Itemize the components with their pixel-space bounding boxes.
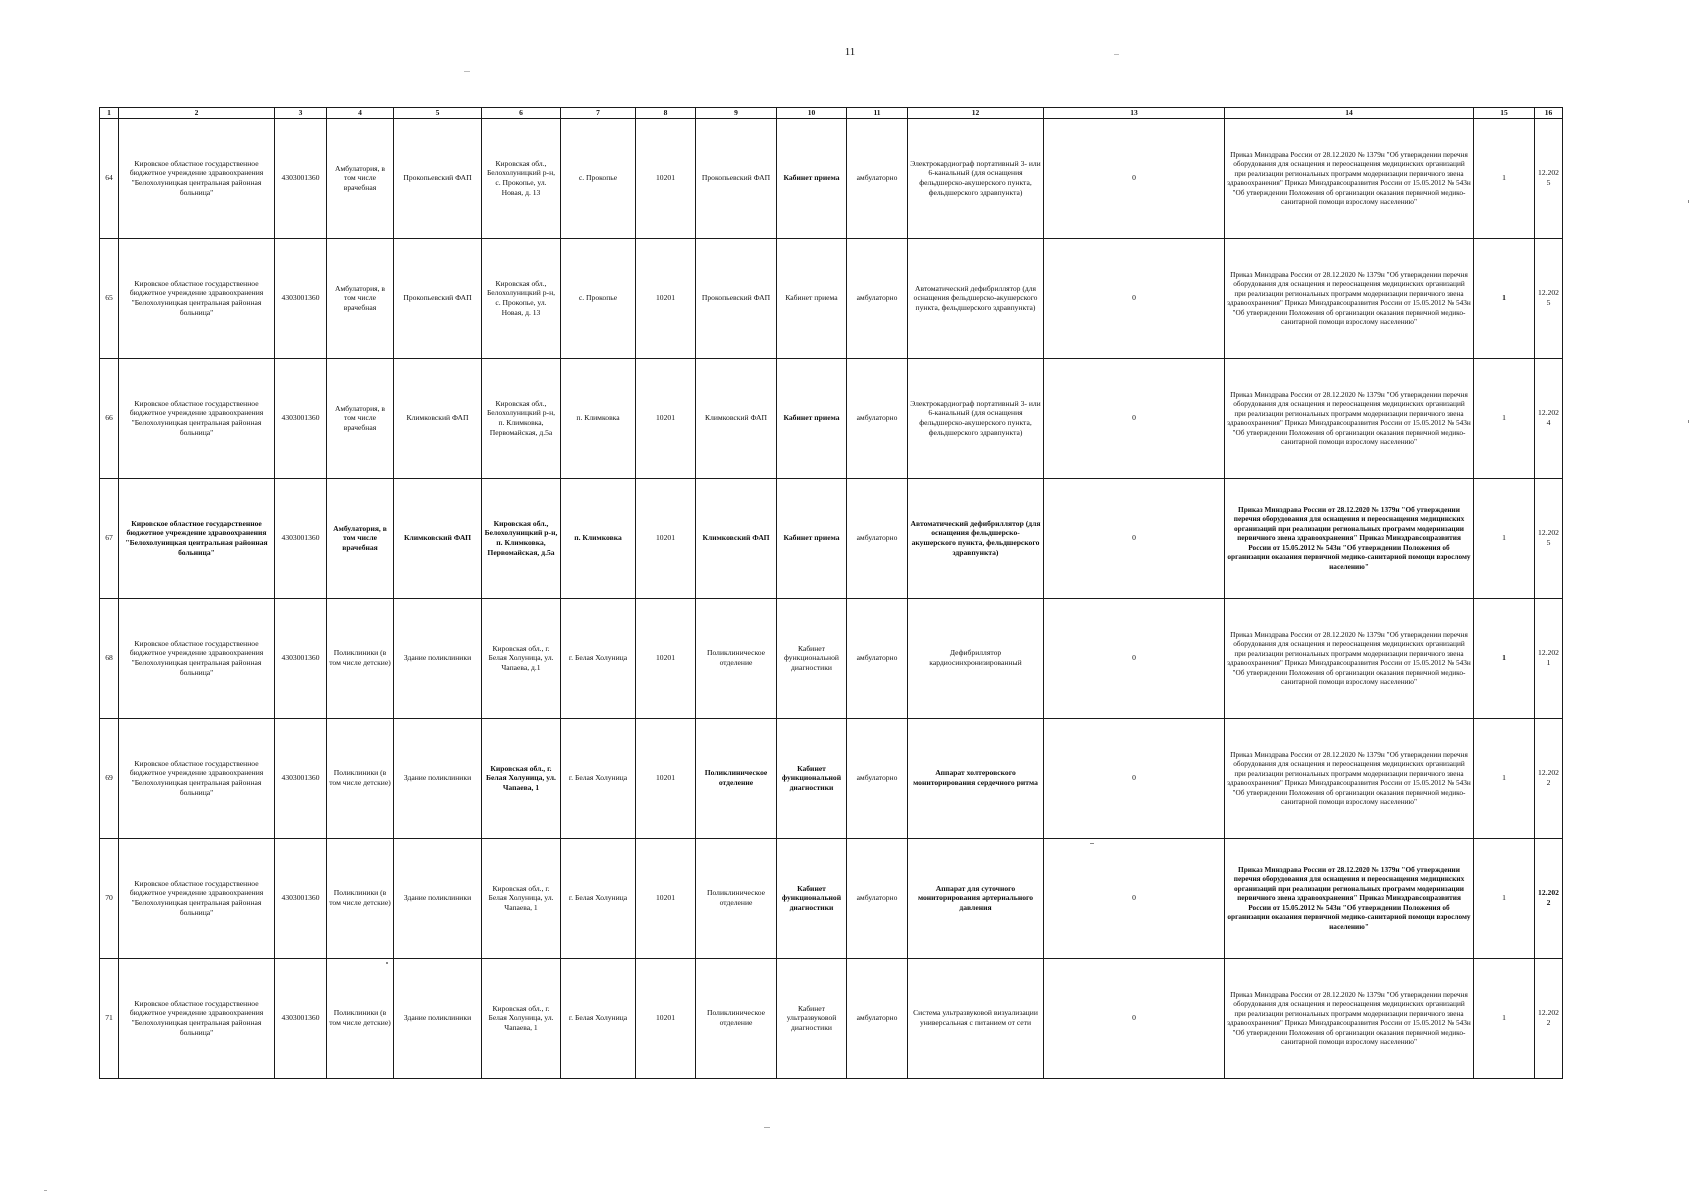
column-number: 5 [394,108,482,119]
cell-equipment: Автоматический дефибриллятор (для оснащения фельдшерско-акушерского пункта, фельдшерского здравпункта) [908,478,1044,598]
column-number: 7 [561,108,636,119]
column-number: 3 [275,108,327,119]
table-row [100,358,1563,478]
cell-address: Кировская обл., Белохолуницкий р-н, п. Климковка, Первомайская, д.5а [482,358,561,478]
cell-locality: п. Климковка [561,478,636,598]
cell-inn: 4303001360 [275,838,327,958]
cell-room: Кабинет приема [777,358,847,478]
cell-facility-type: Амбулатория, в том числе врачебная [327,238,394,358]
cell-code: 10201 [636,958,696,1078]
cell-equipment: Аппарат холтеровского мониторирования сердечного ритма [908,718,1044,838]
cell-subunit: Климковский ФАП [696,478,777,598]
cell-care-type: амбулаторно [847,958,908,1078]
cell-inn: 4303001360 [275,958,327,1078]
scan-speck [44,1190,47,1191]
cell-date: 12.2024 [1535,358,1563,478]
cell-address: Кировская обл., Белохолуницкий р-н, с. Прокопье, ул. Новая, д. 13 [482,238,561,358]
cell-row-number: 68 [100,598,119,718]
cell-equipment: Дефибриллятор кардиосинхронизированный [908,598,1044,718]
cell-address: Кировская обл., Белохолуницкий р-н, с. Прокопье, ул. Новая, д. 13 [482,118,561,238]
cell-inn: 4303001360 [275,718,327,838]
cell-code: 10201 [636,118,696,238]
cell-locality: г. Белая Холуница [561,718,636,838]
cell-quantity: 1 [1474,478,1535,598]
cell-facility-type: Амбулатория, в том числе врачебная [327,118,394,238]
column-number: 12 [908,108,1044,119]
cell-equipment: Система ультразвуковой визуализации универсальная с питанием от сети [908,958,1044,1078]
cell-unit: Здание поликлиники [394,838,482,958]
cell-subunit: Поликлиническое отделение [696,718,777,838]
cell-date: 12.2022 [1535,958,1563,1078]
cell-code: 10201 [636,598,696,718]
cell-locality: с. Прокопье [561,238,636,358]
cell-legal-basis: Приказ Минздрава России от 28.12.2020 № 1379н "Об утверждении перечня оборудования для оснащения и переоснащения медицинских организаций при реализации региональных программ модернизации первичного звена здравоохранения" Приказ Минздравсоцразвития России от 15.05.2012 № 543н "Об утверждении Положения об организации оказания первичной медико-санитарной помощи взрослому населению" [1225,718,1474,838]
column-number: 9 [696,108,777,119]
cell-care-type: амбулаторно [847,838,908,958]
table-row [100,718,1563,838]
cell-legal-basis: Приказ Минздрава России от 28.12.2020 № 1379н "Об утверждении перечня оборудования для оснащения и переоснащения медицинских организаций при реализации региональных программ модернизации первичного звена здравоохранения" Приказ Минздравсоцразвития России от 15.05.2012 № 543н "Об утверждении Положения об организации оказания первичной медико-санитарной помощи взрослому населению" [1225,118,1474,238]
cell-inn: 4303001360 [275,598,327,718]
cell-column-13: 0 [1044,118,1225,238]
cell-address: Кировская обл., г. Белая Холуница, ул. Чапаева, 1 [482,838,561,958]
cell-legal-basis: Приказ Минздрава России от 28.12.2020 № 1379н "Об утверждении перечня оборудования для оснащения и переоснащения медицинских организаций при реализации региональных программ модернизации первичного звена здравоохранения" Приказ Минздравсоцразвития России от 15.05.2012 № 543н "Об утверждении Положения об организации оказания первичной медико-санитарной помощи взрослому населению" [1225,358,1474,478]
cell-room: Кабинет ультразвуковой диагностики [777,958,847,1078]
column-number: 15 [1474,108,1535,119]
cell-room: Кабинет функциональной диагностики [777,718,847,838]
column-number: 6 [482,108,561,119]
table-row [100,958,1563,1078]
cell-column-13: 0 [1044,358,1225,478]
cell-address: Кировская обл., г. Белая Холуница, ул. Чапаева, 1 [482,718,561,838]
column-number: 11 [847,108,908,119]
cell-care-type: амбулаторно [847,358,908,478]
table-row [100,478,1563,598]
cell-equipment: Электрокардиограф портативный 3- или 6-канальный (для оснащения фельдшерско-акушерского пункта, фельдшерского здравпункта) [908,358,1044,478]
cell-care-type: амбулаторно [847,478,908,598]
column-number: 1 [100,108,119,119]
cell-row-number: 66 [100,358,119,478]
cell-locality: г. Белая Холуница [561,838,636,958]
cell-organization: Кировское областное государственное бюджетное учреждение здравоохранения "Белохолуницкая центральная районная больница" [119,598,275,718]
cell-row-number: 71 [100,958,119,1078]
table-row [100,118,1563,238]
column-number: 16 [1535,108,1563,119]
scan-speck [386,962,388,964]
cell-care-type: амбулаторно [847,598,908,718]
cell-code: 10201 [636,358,696,478]
cell-unit: Здание поликлиники [394,598,482,718]
scan-speck [464,71,470,72]
cell-room: Кабинет функциональной диагностики [777,598,847,718]
cell-organization: Кировское областное государственное бюджетное учреждение здравоохранения "Белохолуницкая центральная районная больница" [119,238,275,358]
cell-unit: Климковский ФАП [394,358,482,478]
cell-unit: Климковский ФАП [394,478,482,598]
cell-subunit: Поликлиническое отделение [696,958,777,1078]
cell-facility-type: Поликлиники (в том числе детские) [327,838,394,958]
cell-legal-basis: Приказ Минздрава России от 28.12.2020 № 1379н "Об утверждении перечня оборудования для оснащения и переоснащения медицинских организаций при реализации региональных программ модернизации первичного звена здравоохранения" Приказ Минздравсоцразвития России от 15.05.2012 № 543н "Об утверждении Положения об организации оказания первичной медико-санитарной помощи взрослому населению" [1225,478,1474,598]
cell-legal-basis: Приказ Минздрава России от 28.12.2020 № 1379н "Об утверждении перечня оборудования для оснащения и переоснащения медицинских организаций при реализации региональных программ модернизации первичного звена здравоохранения" Приказ Минздравсоцразвития России от 15.05.2012 № 543н "Об утверждении Положения об организации оказания первичной медико-санитарной помощи взрослому населению" [1225,598,1474,718]
cell-room: Кабинет приема [777,118,847,238]
cell-code: 10201 [636,838,696,958]
cell-unit: Прокопьевский ФАП [394,118,482,238]
cell-legal-basis: Приказ Минздрава России от 28.12.2020 № 1379н "Об утверждении перечня оборудования для оснащения и переоснащения медицинских организаций при реализации региональных программ модернизации первичного звена здравоохранения" Приказ Минздравсоцразвития России от 15.05.2012 № 543н "Об утверждении Положения об организации оказания первичной медико-санитарной помощи взрослому населению" [1225,958,1474,1078]
cell-room: Кабинет приема [777,478,847,598]
cell-facility-type: Амбулатория, в том числе врачебная [327,478,394,598]
cell-date: 12.2025 [1535,238,1563,358]
cell-facility-type: Амбулатория, в том числе врачебная [327,358,394,478]
cell-care-type: амбулаторно [847,238,908,358]
cell-organization: Кировское областное государственное бюджетное учреждение здравоохранения "Белохолуницкая центральная районная больница" [119,838,275,958]
cell-legal-basis: Приказ Минздрава России от 28.12.2020 № 1379н "Об утверждении перечня оборудования для оснащения и переоснащения медицинских организаций при реализации региональных программ модернизации первичного звена здравоохранения" Приказ Минздравсоцразвития России от 15.05.2012 № 543н "Об утверждении Положения об организации оказания первичной медико-санитарной помощи взрослому населению" [1225,238,1474,358]
cell-inn: 4303001360 [275,238,327,358]
cell-room: Кабинет приема [777,238,847,358]
cell-locality: г. Белая Холуница [561,598,636,718]
table-row [100,598,1563,718]
cell-locality: с. Прокопье [561,118,636,238]
cell-column-13: 0 [1044,958,1225,1078]
column-number: 10 [777,108,847,119]
cell-column-13: 0 [1044,238,1225,358]
page-number: 11 [844,46,856,58]
cell-organization: Кировское областное государственное бюджетное учреждение здравоохранения "Белохолуницкая центральная районная больница" [119,358,275,478]
cell-inn: 4303001360 [275,478,327,598]
cell-unit: Прокопьевский ФАП [394,238,482,358]
cell-equipment: Аппарат для суточного мониторирования артериального давления [908,838,1044,958]
cell-code: 10201 [636,478,696,598]
cell-quantity: 1 [1474,598,1535,718]
column-number: 14 [1225,108,1474,119]
scan-speck [1114,54,1119,55]
column-number: 4 [327,108,394,119]
cell-code: 10201 [636,718,696,838]
scan-speck [1090,843,1094,844]
cell-date: 12.2025 [1535,118,1563,238]
cell-column-13: 0 [1044,838,1225,958]
cell-date: 12.2022 [1535,718,1563,838]
column-number-row [100,108,1563,119]
cell-code: 10201 [636,238,696,358]
cell-inn: 4303001360 [275,358,327,478]
cell-organization: Кировское областное государственное бюджетное учреждение здравоохранения "Белохолуницкая центральная районная больница" [119,718,275,838]
scan-speck [1688,420,1689,423]
cell-room: Кабинет функциональной диагностики [777,838,847,958]
cell-care-type: амбулаторно [847,118,908,238]
cell-row-number: 67 [100,478,119,598]
cell-date: 12.2021 [1535,598,1563,718]
table-row [100,838,1563,958]
column-number: 13 [1044,108,1225,119]
cell-row-number: 69 [100,718,119,838]
cell-organization: Кировское областное государственное бюджетное учреждение здравоохранения "Белохолуницкая центральная районная больница" [119,478,275,598]
cell-unit: Здание поликлиники [394,958,482,1078]
cell-column-13: 0 [1044,718,1225,838]
cell-date: 12.2025 [1535,478,1563,598]
cell-column-13: 0 [1044,478,1225,598]
cell-organization: Кировское областное государственное бюджетное учреждение здравоохранения "Белохолуницкая центральная районная больница" [119,958,275,1078]
cell-equipment: Электрокардиограф портативный 3- или 6-канальный (для оснащения фельдшерско-акушерского пункта, фельдшерского здравпункта) [908,118,1044,238]
equipment-table [99,107,1563,1079]
cell-row-number: 64 [100,118,119,238]
scan-speck [764,1127,770,1128]
cell-quantity: 1 [1474,958,1535,1078]
cell-address: Кировская обл., г. Белая Холуница, ул. Чапаева, д.1 [482,598,561,718]
cell-facility-type: Поликлиники (в том числе детские) [327,958,394,1078]
cell-quantity: 1 [1474,838,1535,958]
column-number: 2 [119,108,275,119]
cell-row-number: 65 [100,238,119,358]
cell-quantity: 1 [1474,718,1535,838]
scan-speck [1688,200,1689,203]
cell-quantity: 1 [1474,238,1535,358]
column-number: 8 [636,108,696,119]
cell-subunit: Поликлиническое отделение [696,838,777,958]
cell-quantity: 1 [1474,118,1535,238]
cell-locality: г. Белая Холуница [561,958,636,1078]
cell-subunit: Прокопьевский ФАП [696,238,777,358]
cell-address: Кировская обл., Белохолуницкий р-н, п. Климковка, Первомайская, д.5а [482,478,561,598]
cell-locality: п. Климковка [561,358,636,478]
cell-date: 12.2022 [1535,838,1563,958]
cell-quantity: 1 [1474,358,1535,478]
cell-subunit: Климковский ФАП [696,358,777,478]
cell-care-type: амбулаторно [847,718,908,838]
cell-legal-basis: Приказ Минздрава России от 28.12.2020 № 1379н "Об утверждении перечня оборудования для оснащения и переоснащения медицинских организаций при реализации региональных программ модернизации первичного звена здравоохранения" Приказ Минздравсоцразвития России от 15.05.2012 № 543н "Об утверждении Положения об организации оказания первичной медико-санитарной помощи взрослому населению" [1225,838,1474,958]
cell-address: Кировская обл., г. Белая Холуница, ул. Чапаева, 1 [482,958,561,1078]
cell-unit: Здание поликлиники [394,718,482,838]
cell-facility-type: Поликлиники (в том числе детские) [327,598,394,718]
cell-subunit: Поликлиническое отделение [696,598,777,718]
cell-equipment: Автоматический дефибриллятор (для оснащения фельдшерско-акушерского пункта, фельдшерского здравпункта) [908,238,1044,358]
cell-subunit: Прокопьевский ФАП [696,118,777,238]
cell-organization: Кировское областное государственное бюджетное учреждение здравоохранения "Белохолуницкая центральная районная больница" [119,118,275,238]
cell-inn: 4303001360 [275,118,327,238]
cell-facility-type: Поликлиники (в том числе детские) [327,718,394,838]
cell-column-13: 0 [1044,598,1225,718]
cell-row-number: 70 [100,838,119,958]
table-row [100,238,1563,358]
